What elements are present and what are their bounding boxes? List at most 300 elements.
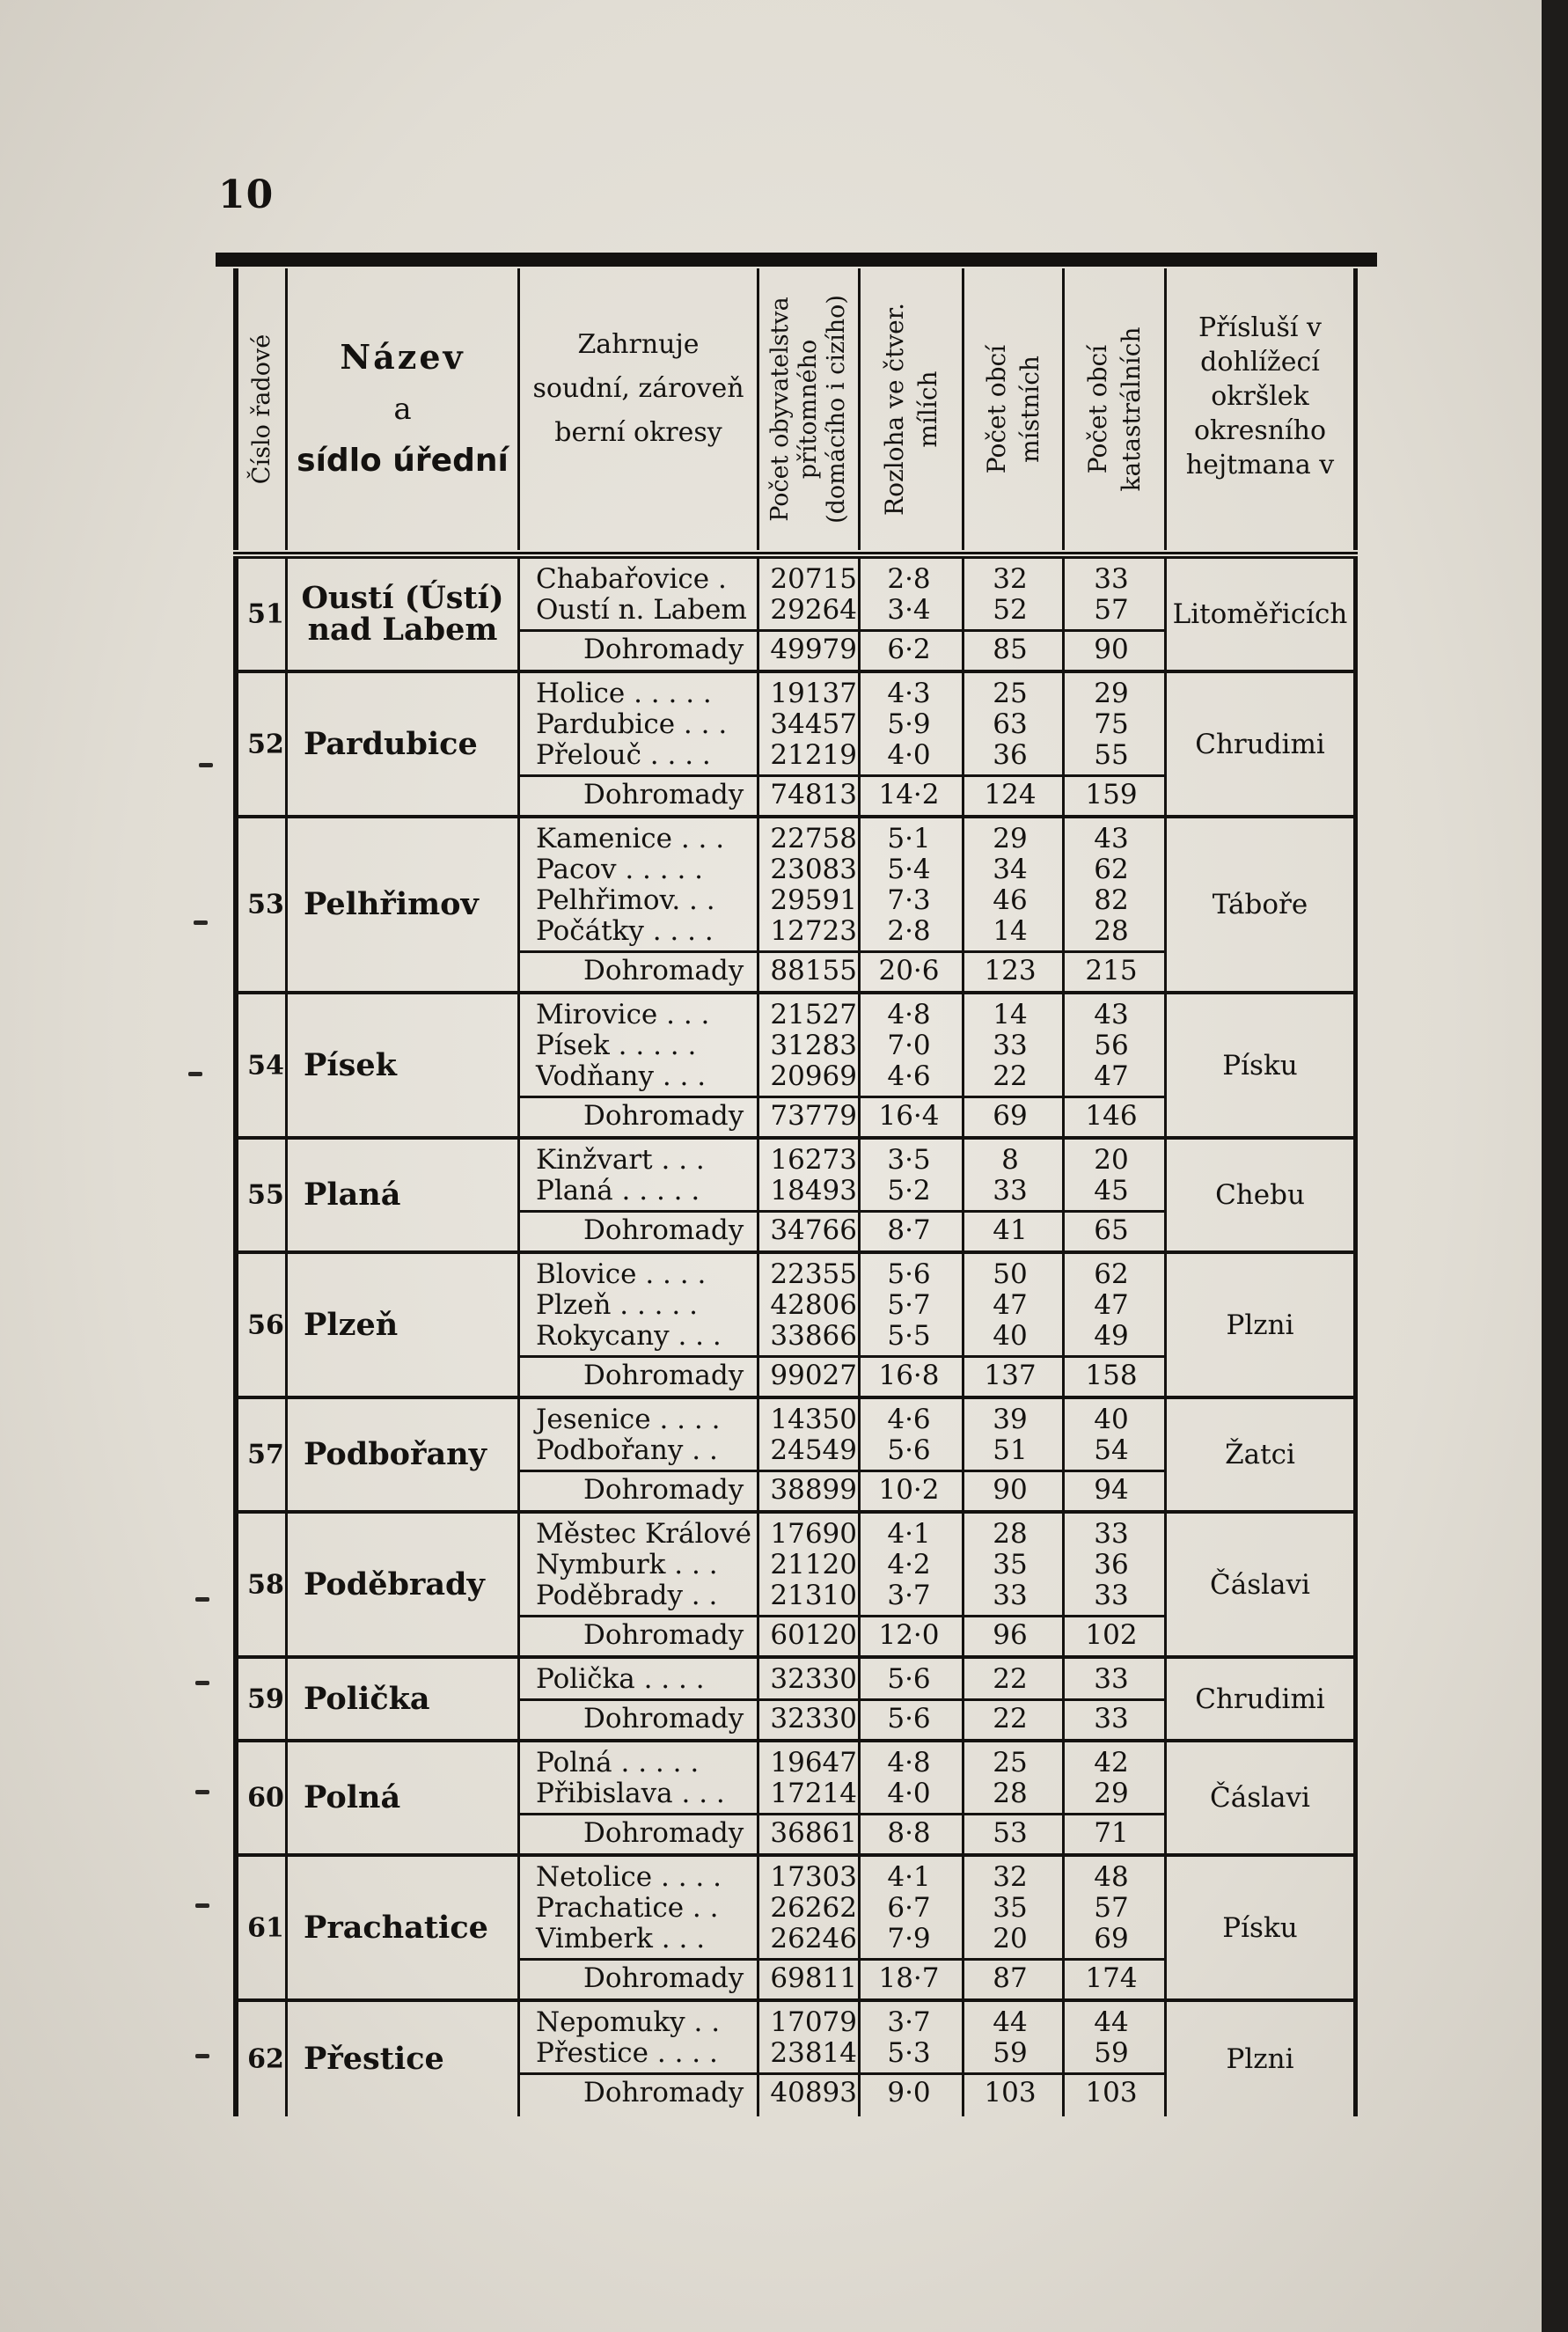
column-cell xyxy=(1167,1514,1358,1655)
column-cell xyxy=(233,559,288,670)
subtotal-rule xyxy=(520,1096,1167,1098)
serial-number: 59 xyxy=(247,1683,284,1714)
population-value: 21310 xyxy=(770,1580,857,1611)
cadastral-value: 28 xyxy=(1094,915,1129,947)
area-value: 4·2 xyxy=(887,1549,931,1580)
area-value: 4·6 xyxy=(887,1060,931,1092)
cadastral-value: 146 xyxy=(1085,1100,1138,1132)
district-name: Písek xyxy=(304,1046,397,1083)
municipalities-value: 69 xyxy=(993,1100,1028,1132)
area-value: 5·4 xyxy=(887,854,931,885)
serial-number: 62 xyxy=(247,2043,284,2075)
header-includes xyxy=(520,268,759,550)
district-group xyxy=(233,1742,1358,1857)
district-label: Podbořany . . xyxy=(536,1434,718,1466)
area-value: 3·7 xyxy=(887,2006,931,2038)
population-value: 17303 xyxy=(770,1861,857,1893)
population-value: 99027 xyxy=(770,1360,857,1391)
column-cell xyxy=(233,2002,288,2116)
district-label: Vimberk . . . xyxy=(536,1923,706,1954)
subtotal-rule xyxy=(520,2072,1167,2075)
population-value: 20969 xyxy=(770,1060,857,1092)
table-header xyxy=(233,268,1358,550)
supervising-office: Chrudimi xyxy=(1195,728,1325,760)
table-row xyxy=(520,564,1167,595)
district-label: Jesenice . . . . xyxy=(536,1404,721,1435)
population-value: 74813 xyxy=(770,779,857,810)
total-row xyxy=(520,1475,1167,1506)
district-label: Dohromady xyxy=(583,634,744,665)
header-serial-text: Číslo řadové xyxy=(247,334,275,485)
column-cell xyxy=(288,673,520,815)
margin-mark xyxy=(195,1597,209,1602)
area-value: 3·4 xyxy=(887,594,931,626)
table-row xyxy=(520,1519,1167,1550)
population-value: 17079 xyxy=(770,2006,857,2038)
municipalities-value: 51 xyxy=(993,1434,1028,1466)
municipalities-value: 39 xyxy=(993,1404,1028,1435)
header-cadastral xyxy=(1065,268,1167,550)
table-row xyxy=(520,1778,1167,1809)
district-group xyxy=(233,1659,1358,1742)
population-value: 32330 xyxy=(770,1663,857,1695)
district-label: Dohromady xyxy=(583,2077,744,2108)
area-value: 9·0 xyxy=(887,2077,931,2108)
district-label: Holice . . . . . xyxy=(536,678,712,709)
district-label: Kinžvart . . . xyxy=(536,1144,705,1176)
population-value: 18493 xyxy=(770,1175,857,1206)
supervising-office: Litoměřicích xyxy=(1172,598,1348,630)
table-row xyxy=(520,1061,1167,1092)
column-cell xyxy=(233,818,288,991)
population-value: 12723 xyxy=(770,915,857,947)
municipalities-value: 8 xyxy=(1001,1144,1019,1176)
column-cell xyxy=(288,1514,520,1655)
area-value: 4·8 xyxy=(887,999,931,1030)
area-value: 4·3 xyxy=(887,678,931,709)
cadastral-value: 48 xyxy=(1094,1861,1129,1893)
header-belongs-text: Přísluší v dohlížecí okršlek okresního hejtmana v xyxy=(1185,312,1335,480)
district-label: Přestice . . . . xyxy=(536,2037,718,2069)
district-group xyxy=(233,1254,1358,1399)
cadastral-value: 159 xyxy=(1085,779,1138,810)
cadastral-value: 94 xyxy=(1094,1474,1129,1506)
district-name: Prachatice xyxy=(304,1909,488,1946)
municipalities-value: 41 xyxy=(993,1214,1028,1246)
column-cell xyxy=(288,2002,520,2116)
cadastral-value: 20 xyxy=(1094,1144,1129,1176)
district-label: Pardubice . . . xyxy=(536,708,728,740)
table-row xyxy=(520,824,1167,854)
table-row xyxy=(520,1176,1167,1206)
district-label: Prachatice . . xyxy=(536,1892,719,1924)
cadastral-value: 174 xyxy=(1085,1962,1138,1994)
supervising-office: Táboře xyxy=(1212,889,1308,920)
margin-mark xyxy=(199,763,213,767)
total-row xyxy=(520,1704,1167,1734)
municipalities-value: 34 xyxy=(993,854,1028,885)
margin-mark xyxy=(195,1790,209,1794)
page-number: 10 xyxy=(218,172,275,217)
district-label: Nepomuky . . xyxy=(536,2006,721,2038)
district-label: Dohromady xyxy=(583,1962,744,1994)
total-row xyxy=(520,1963,1167,1994)
cadastral-value: 65 xyxy=(1094,1214,1129,1246)
supervising-office: Čáslavi xyxy=(1210,1782,1310,1814)
column-cell xyxy=(1167,1399,1358,1510)
cadastral-value: 54 xyxy=(1094,1434,1129,1466)
municipalities-value: 32 xyxy=(993,563,1028,595)
total-row xyxy=(520,1215,1167,1246)
municipalities-value: 14 xyxy=(993,915,1028,947)
cadastral-value: 33 xyxy=(1094,1663,1129,1695)
municipalities-value: 50 xyxy=(993,1258,1028,1290)
cadastral-value: 33 xyxy=(1094,1518,1129,1550)
area-value: 5·3 xyxy=(887,2037,931,2069)
municipalities-value: 29 xyxy=(993,823,1028,854)
table-row xyxy=(520,2007,1167,2038)
header-name-seat: sídlo úřední xyxy=(297,443,509,479)
district-name: Plzeň xyxy=(304,1306,399,1343)
district-label: Kamenice . . . xyxy=(536,823,725,854)
district-label: Blovice . . . . xyxy=(536,1258,707,1290)
area-value: 2·8 xyxy=(887,563,931,595)
district-label: Polná . . . . . xyxy=(536,1747,700,1778)
serial-number: 60 xyxy=(247,1782,284,1814)
header-name-a: a xyxy=(393,392,412,427)
header-serial xyxy=(233,268,288,550)
table-row xyxy=(520,916,1167,947)
area-value: 4·0 xyxy=(887,739,931,771)
cadastral-value: 75 xyxy=(1094,708,1129,740)
column-cell xyxy=(288,994,520,1136)
population-value: 33866 xyxy=(770,1320,857,1352)
area-value: 18·7 xyxy=(878,1962,940,1994)
header-belongs xyxy=(1167,268,1358,550)
subtotal-rule xyxy=(520,1958,1167,1961)
municipalities-value: 33 xyxy=(993,1580,1028,1611)
subtotal-rule xyxy=(520,1210,1167,1213)
district-group xyxy=(233,673,1358,818)
column-cell xyxy=(288,1399,520,1510)
district-label: Plzeň . . . . . xyxy=(536,1289,698,1321)
district-label: Vodňany . . . xyxy=(536,1060,707,1092)
serial-number: 51 xyxy=(247,598,284,630)
cadastral-value: 59 xyxy=(1094,2037,1129,2069)
district-name: Poděbrady xyxy=(304,1566,485,1602)
area-value: 16·4 xyxy=(878,1100,940,1132)
district-name: Pardubice xyxy=(304,725,478,762)
municipalities-value: 90 xyxy=(993,1474,1028,1506)
cadastral-value: 33 xyxy=(1094,563,1129,595)
district-group xyxy=(233,1399,1358,1514)
municipalities-value: 14 xyxy=(993,999,1028,1030)
column-cell xyxy=(1167,559,1358,670)
municipalities-value: 35 xyxy=(993,1549,1028,1580)
area-value: 5·9 xyxy=(887,708,931,740)
cadastral-value: 43 xyxy=(1094,823,1129,854)
district-label: Mirovice . . . xyxy=(536,999,710,1030)
supervising-office: Plzni xyxy=(1226,2043,1294,2075)
cadastral-value: 55 xyxy=(1094,739,1129,771)
population-value: 36861 xyxy=(770,1817,857,1849)
population-value: 49979 xyxy=(770,634,857,665)
population-value: 29264 xyxy=(770,594,857,626)
table-row xyxy=(520,1435,1167,1466)
population-value: 34457 xyxy=(770,708,857,740)
header-area xyxy=(861,268,964,550)
column-cell xyxy=(233,1857,288,1998)
district-name: Polička xyxy=(304,1680,430,1717)
municipalities-value: 124 xyxy=(984,779,1037,810)
table-row xyxy=(520,1893,1167,1924)
column-cell xyxy=(1167,673,1358,815)
header-municipalities xyxy=(964,268,1065,550)
header-name xyxy=(288,268,520,550)
column-cell xyxy=(233,1742,288,1853)
cadastral-value: 44 xyxy=(1094,2006,1129,2038)
serial-number: 54 xyxy=(247,1050,284,1081)
population-value: 20715 xyxy=(770,563,857,595)
column-cell xyxy=(288,1742,520,1853)
district-label: Oustí n. Labem xyxy=(536,594,747,626)
cadastral-value: 29 xyxy=(1094,1778,1129,1809)
area-value: 3·7 xyxy=(887,1580,931,1611)
table-row xyxy=(520,2038,1167,2069)
district-name: Planá xyxy=(304,1177,401,1213)
population-value: 42806 xyxy=(770,1289,857,1321)
population-value: 14350 xyxy=(770,1404,857,1435)
cadastral-value: 69 xyxy=(1094,1923,1129,1954)
total-row xyxy=(520,1101,1167,1132)
subtotal-rule xyxy=(520,1355,1167,1358)
district-group xyxy=(233,1140,1358,1254)
municipalities-value: 33 xyxy=(993,1175,1028,1206)
column-cell xyxy=(288,1857,520,1998)
subtotal-rule xyxy=(520,1813,1167,1815)
column-cell xyxy=(1167,1857,1358,1998)
column-cell xyxy=(288,818,520,991)
population-value: 69811 xyxy=(770,1962,857,1994)
subtotal-rule xyxy=(520,1615,1167,1617)
area-value: 6·7 xyxy=(887,1892,931,1924)
area-value: 4·1 xyxy=(887,1518,931,1550)
district-group xyxy=(233,2002,1358,2116)
serial-number: 55 xyxy=(247,1179,284,1211)
cadastral-value: 43 xyxy=(1094,999,1129,1030)
cadastral-value: 102 xyxy=(1085,1619,1138,1651)
municipalities-value: 22 xyxy=(993,1060,1028,1092)
district-label: Dohromady xyxy=(583,1703,744,1734)
population-value: 17214 xyxy=(770,1778,857,1809)
subtotal-rule xyxy=(520,629,1167,632)
municipalities-value: 63 xyxy=(993,708,1028,740)
population-value: 16273 xyxy=(770,1144,857,1176)
table-row xyxy=(520,1321,1167,1352)
area-value: 5·6 xyxy=(887,1434,931,1466)
column-cell xyxy=(1167,1254,1358,1396)
column-cell xyxy=(1167,2002,1358,2116)
column-cell xyxy=(233,1140,288,1250)
margin-mark xyxy=(188,1072,202,1076)
municipalities-value: 25 xyxy=(993,1747,1028,1778)
municipalities-value: 22 xyxy=(993,1703,1028,1734)
column-cell xyxy=(233,1399,288,1510)
supervising-office: Písku xyxy=(1222,1049,1298,1082)
district-name: Oustí (Ústí) nad Labem xyxy=(301,580,504,648)
district-group xyxy=(233,1514,1358,1659)
population-value: 34766 xyxy=(770,1214,857,1246)
total-row xyxy=(520,780,1167,810)
area-value: 5·6 xyxy=(887,1663,931,1695)
population-value: 22355 xyxy=(770,1258,857,1290)
table-row xyxy=(520,1664,1167,1695)
cadastral-value: 42 xyxy=(1094,1747,1129,1778)
cadastral-value: 57 xyxy=(1094,1892,1129,1924)
population-value: 88155 xyxy=(770,955,857,986)
district-label: Dohromady xyxy=(583,1474,744,1506)
area-value: 5·6 xyxy=(887,1703,931,1734)
column-cell xyxy=(288,1254,520,1396)
area-value: 5·7 xyxy=(887,1289,931,1321)
district-label: Přibislava . . . xyxy=(536,1778,725,1809)
municipalities-value: 87 xyxy=(993,1962,1028,1994)
table-row xyxy=(520,740,1167,771)
district-group xyxy=(233,1857,1358,2002)
area-value: 8·7 xyxy=(887,1214,931,1246)
municipalities-value: 47 xyxy=(993,1289,1028,1321)
district-label: Dohromady xyxy=(583,1619,744,1651)
district-label: Rokycany . . . xyxy=(536,1320,722,1352)
area-value: 5·5 xyxy=(887,1320,931,1352)
population-value: 21219 xyxy=(770,739,857,771)
table-row xyxy=(520,1030,1167,1061)
municipalities-value: 40 xyxy=(993,1320,1028,1352)
population-value: 23814 xyxy=(770,2037,857,2069)
table-row xyxy=(520,1924,1167,1954)
total-row xyxy=(520,1620,1167,1651)
municipalities-value: 25 xyxy=(993,678,1028,709)
area-value: 7·0 xyxy=(887,1030,931,1061)
header-municipalities-text: Počet obcí místních xyxy=(981,344,1044,474)
supervising-office: Plzni xyxy=(1226,1309,1294,1341)
table-row xyxy=(520,1404,1167,1435)
cadastral-value: 62 xyxy=(1094,1258,1129,1290)
district-label: Pacov . . . . . xyxy=(536,854,704,885)
cadastral-value: 33 xyxy=(1094,1703,1129,1734)
header-name-main: Název xyxy=(340,337,465,377)
district-label: Dohromady xyxy=(583,1360,744,1391)
table-bottom xyxy=(233,2116,1358,2119)
population-value: 21527 xyxy=(770,999,857,1030)
population-value: 73779 xyxy=(770,1100,857,1132)
municipalities-value: 85 xyxy=(993,634,1028,665)
municipalities-value: 53 xyxy=(993,1817,1028,1849)
column-cell xyxy=(233,994,288,1136)
municipalities-value: 32 xyxy=(993,1861,1028,1893)
area-value: 4·6 xyxy=(887,1404,931,1435)
district-label: Planá . . . . . xyxy=(536,1175,700,1206)
district-label: Nymburk . . . xyxy=(536,1549,718,1580)
total-row xyxy=(520,1360,1167,1391)
cadastral-value: 57 xyxy=(1094,594,1129,626)
cadastral-value: 33 xyxy=(1094,1580,1129,1611)
serial-number: 56 xyxy=(247,1309,284,1340)
municipalities-value: 52 xyxy=(993,594,1028,626)
table-row xyxy=(520,1145,1167,1176)
municipalities-value: 137 xyxy=(984,1360,1037,1391)
table-row xyxy=(520,1550,1167,1580)
header-area-text: Rozloha ve čtver. mílích xyxy=(879,303,942,516)
margin-mark xyxy=(194,920,208,925)
district-group xyxy=(233,559,1358,673)
page-edge-shadow xyxy=(1542,0,1568,2332)
population-value: 24549 xyxy=(770,1434,857,1466)
district-label: Dohromady xyxy=(583,779,744,810)
area-value: 10·2 xyxy=(878,1474,940,1506)
area-value: 12·0 xyxy=(878,1619,940,1651)
serial-number: 58 xyxy=(247,1569,284,1600)
area-value: 4·1 xyxy=(887,1861,931,1893)
municipalities-value: 28 xyxy=(993,1518,1028,1550)
population-value: 26262 xyxy=(770,1892,857,1924)
area-value: 4·8 xyxy=(887,1747,931,1778)
supervising-office: Čáslavi xyxy=(1210,1568,1310,1601)
municipalities-value: 35 xyxy=(993,1892,1028,1924)
table-row xyxy=(520,709,1167,740)
district-label: Pelhřimov. . . xyxy=(536,884,715,916)
cadastral-value: 158 xyxy=(1085,1360,1138,1391)
municipalities-value: 44 xyxy=(993,2006,1028,2038)
table-row xyxy=(520,1290,1167,1321)
population-value: 21120 xyxy=(770,1549,857,1580)
area-value: 8·8 xyxy=(887,1817,931,1849)
column-cell xyxy=(288,1140,520,1250)
margin-mark xyxy=(195,1903,209,1908)
table-row xyxy=(520,885,1167,916)
district-label: Dohromady xyxy=(583,955,744,986)
cadastral-value: 71 xyxy=(1094,1817,1129,1849)
cadastral-value: 90 xyxy=(1094,634,1129,665)
area-value: 20·6 xyxy=(878,955,940,986)
table-row xyxy=(520,1862,1167,1893)
header-includes-text: Zahrnuje soudní, zároveň berní okresy xyxy=(532,329,744,448)
cadastral-value: 29 xyxy=(1094,678,1129,709)
population-value: 31283 xyxy=(770,1030,857,1061)
cadastral-value: 56 xyxy=(1094,1030,1129,1061)
district-name: Přestice xyxy=(304,2041,444,2077)
district-label: Přelouč . . . . xyxy=(536,739,711,771)
table-body xyxy=(233,559,1358,2116)
area-value: 5·1 xyxy=(887,823,931,854)
margin-mark xyxy=(195,1681,209,1685)
population-value: 60120 xyxy=(770,1619,857,1651)
supervising-office: Písku xyxy=(1222,1911,1298,1944)
area-value: 3·5 xyxy=(887,1144,931,1176)
column-cell xyxy=(1167,1659,1358,1739)
column-cell xyxy=(233,673,288,815)
total-row xyxy=(520,956,1167,986)
district-label: Počátky . . . . xyxy=(536,915,714,947)
municipalities-value: 96 xyxy=(993,1619,1028,1651)
table-row xyxy=(520,595,1167,626)
table-row xyxy=(520,1748,1167,1778)
population-value: 38899 xyxy=(770,1474,857,1506)
serial-number: 53 xyxy=(247,889,284,920)
population-value: 22758 xyxy=(770,823,857,854)
column-cell xyxy=(233,1659,288,1739)
header-double-rule xyxy=(233,552,1358,559)
